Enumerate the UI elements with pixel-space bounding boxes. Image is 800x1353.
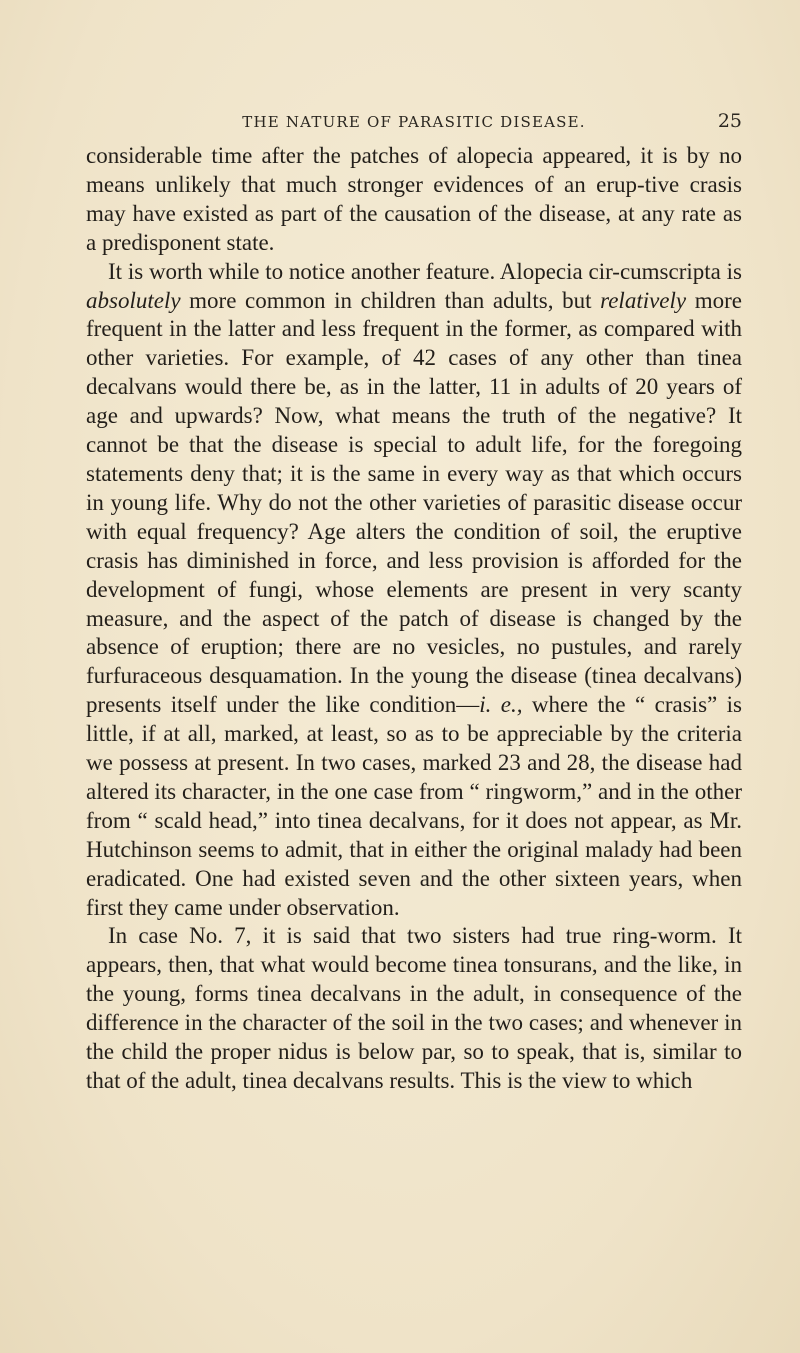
text-run: more common in children than adults, but	[180, 287, 601, 313]
paragraph-3	[86, 922, 742, 1095]
paragraph-1	[86, 142, 742, 258]
page-number: 25	[717, 110, 742, 132]
text-run: It is worth while to notice another feature. Alopecia cir-cumscripta is	[108, 258, 742, 284]
paragraph-2	[86, 258, 742, 923]
text-run: In case No. 7, it is said that two sisters had true ring-worm. It appears, then, that what would become tinea tonsurans, and the like, in the young, forms tinea decalvans in the adult, in consequence of the difference in the character of the soil in the two cases; and whenever in the child the proper nidus is below par, so to speak, that is, similar to that of the adult, tinea decalvans results. This is the view to which	[86, 923, 742, 1093]
body-text	[86, 142, 742, 1096]
text-run: where the “ crasis” is little, if at all, marked, at least, so as to be appreciable by the criteria we possess at present. In two cases, marked 23 and 28, the disease had altered its character, in the one case from “ ringworm,” and in the other from “ scald head,” into tinea decalvans, for it does not appear, as Mr. Hutchinson seems to admit, that in either the original malady had been eradicated. One had existed seven and the other sixteen years, when first they came under observation.	[86, 692, 742, 920]
text-run: more frequent in the latter and less frequent in the former, as compared with other varieties. For example, of 42 cases of any other than tinea decalvans would there be, as in the latter, 11 in adults of 20 years of age and upwards? Now, what means the truth of the negative? It cannot be that the disease is special to adult life, for the foregoing statements deny that; it is the same in every way as that which occurs in young life. Why do not the other varieties of parasitic disease occur with equal frequency? Age alters the condition of soil, the eruptive crasis has diminished in force, and less provision is afforded for the development of fungi, whose elements are present in very scanty measure, and the aspect of the patch of disease is changed by the absence of eruption; there are no vesicles, no pustules, and rarely furfuraceous desquamation. In the young the disease (tinea decalvans) presents itself under the like condition—	[86, 287, 742, 718]
italic-run: i. e.,	[479, 692, 523, 718]
running-head: THE NATURE OF PARASITIC DISEASE.	[242, 113, 586, 131]
text-run: considerable time after the patches of alopecia appeared, it is by no means unlikely that much stronger evidences of an erup-tive crasis may have existed as part of the causation of the disease, at any rate as a predisponent state.	[86, 143, 742, 255]
italic-run: absolutely	[86, 287, 181, 313]
page-header	[86, 110, 742, 134]
italic-run: relatively	[600, 287, 687, 313]
